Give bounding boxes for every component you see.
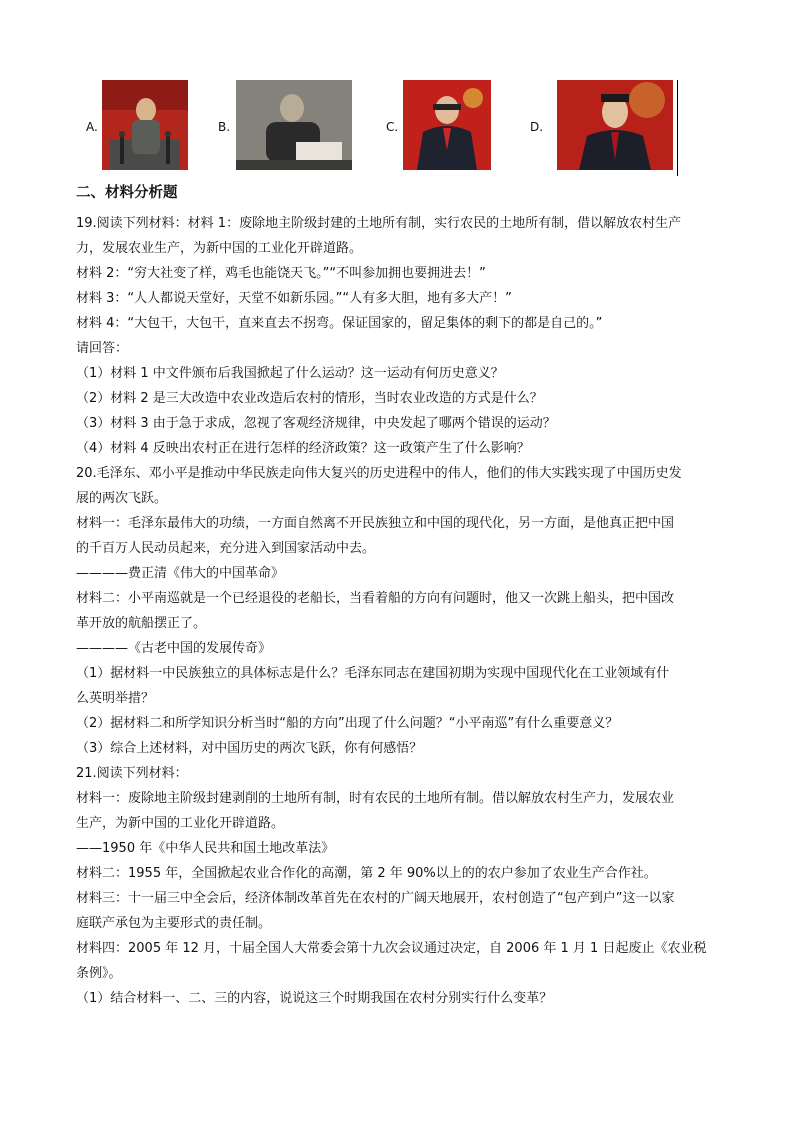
text-line: 材料 4：“大包干，大包干，直来直去不拐弯。保证国家的，留足集体的剩下的都是自己的。” <box>76 316 603 331</box>
option-b-photo <box>236 80 352 170</box>
text-line: 条例》。 <box>76 966 122 981</box>
vertical-divider <box>677 80 678 176</box>
text-line: 革开放的航船摆正了。 <box>76 616 207 631</box>
option-d-label: D. <box>530 120 544 134</box>
answer-options-row <box>0 80 794 176</box>
text-line: 20.毛泽东、邓小平是推动中华民族走向伟大复兴的历史进程中的伟人，他们的伟大实践实现了中国历史发 <box>76 466 682 481</box>
option-c-label: C. <box>386 120 399 134</box>
text-line: （3）材料 3 由于急于求成，忽视了客观经济规律，中央发起了哪两个错误的运动？ <box>76 416 556 431</box>
text-line: 材料 2：“穷大社变了样，鸡毛也能饶天飞。”“不叫参加拥也要拥进去！” <box>76 266 486 281</box>
option-d-photo <box>557 80 673 170</box>
text-line: 材料一：毛泽东最伟大的功绩，一方面自然离不开民族独立和中国的现代化，另一方面，是他真正把中国 <box>76 516 675 531</box>
text-line: 材料二：小平南巡就是一个已经退役的老船长，当看着船的方向有问题时，他又一次跳上船头，把中国改 <box>76 591 675 606</box>
text-line: 庭联产承包为主要形式的责任制。 <box>76 916 272 931</box>
text-line: （4）材料 4 反映出农村正在进行怎样的经济政策？这一政策产生了什么影响？ <box>76 441 530 456</box>
text-line: 材料三：十一届三中全会后，经济体制改革首先在农村的广阔天地展开，农村创造了“包产到户”这一以家 <box>76 891 675 906</box>
text-line: 展的两次飞跃。 <box>76 491 168 506</box>
text-line: （2）据材料二和所学知识分析当时“船的方向”出现了什么问题？“小平南巡”有什么重要意义？ <box>76 716 619 731</box>
text-line: 19.阅读下列材料：材料 1：废除地主阶级封建的土地所有制，实行农民的土地所有制，借以解放农村生产 <box>76 216 682 231</box>
text-line: 21.阅读下列材料： <box>76 766 188 781</box>
text-line: 么英明举措？ <box>76 691 155 706</box>
text-line: （2）材料 2 是三大改造中农业改造后农村的情形，当时农业改造的方式是什么？ <box>76 391 543 406</box>
section-heading: 二、材料分析题 <box>76 185 178 201</box>
text-line: （1）材料 1 中文件颁布后我国掀起了什么运动？这一运动有何历史意义？ <box>76 366 504 381</box>
text-line: 材料二：1955 年，全国掀起农业合作化的高潮，第 2 年 90%以上的的农户参加了农业生产合作社。 <box>76 866 657 881</box>
text-line: 材料 3：“人人都说天堂好，天堂不如新乐园。”“人有多大胆，地有多大产！” <box>76 291 512 306</box>
text-line: ——1950 年《中华人民共和国土地改革法》 <box>76 841 335 856</box>
text-line: 生产，为新中国的工业化开辟道路。 <box>76 816 285 831</box>
text-line: 的千百万人民动员起来，充分进入到国家活动中去。 <box>76 541 376 556</box>
option-a-photo <box>102 80 188 170</box>
text-line: （1）据材料一中民族独立的具体标志是什么？毛泽东同志在建国初期为实现中国现代化在工业领域有什 <box>76 666 670 681</box>
text-line: 材料一：废除地主阶级封建剥削的土地所有制，时有农民的土地所有制。借以解放农村生产力，发展农业 <box>76 791 675 806</box>
option-a-label: A. <box>86 120 98 134</box>
text-line: 材料四：2005 年 12 月，十届全国人大常委会第十九次会议通过决定，自 2006 年 1 月 1 日起废止《农业税 <box>76 941 707 956</box>
text-line: ————《古老中国的发展传奇》 <box>76 641 272 656</box>
option-c-photo <box>403 80 491 170</box>
text-line: （1）结合材料一、二、三的内容，说说这三个时期我国在农村分别实行什么变革？ <box>76 991 553 1006</box>
text-line: ————费正清《伟大的中国革命》 <box>76 566 285 581</box>
option-b-label: B. <box>218 120 231 134</box>
text-line: 力，发展农业生产，为新中国的工业化开辟道路。 <box>76 241 363 256</box>
text-line: （3）综合上述材料，对中国历史的两次飞跃，你有何感悟？ <box>76 741 423 756</box>
text-line: 请回答： <box>76 341 129 356</box>
